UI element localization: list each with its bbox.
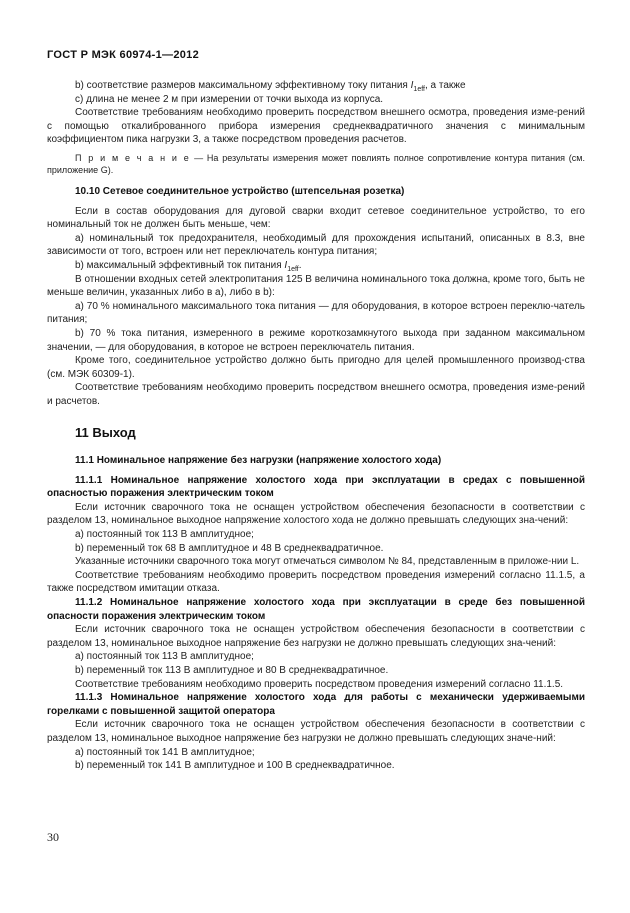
current-subscript: 1eff bbox=[413, 86, 425, 93]
list-item-dc-141: a) постоянный ток 141 В амплитудное; bbox=[75, 746, 255, 758]
compliance-11-1-2: Соответствие требованиям необходимо проверить посредством проведения измерений согласно 11.1.5. bbox=[75, 678, 564, 690]
current-subscript: 1eff bbox=[287, 265, 299, 273]
page-number: 30 bbox=[47, 830, 59, 844]
list-item-ac-113-80: b) переменный ток 113 В амплитудное и 80 В среднеквадратичное. bbox=[75, 664, 389, 676]
note-paragraph bbox=[47, 152, 585, 177]
list-item-dc-113: a) постоянный ток 113 В амплитудное; bbox=[75, 529, 254, 541]
list-item-dc-113-b: a) постоянный ток 113 В амплитудное; bbox=[75, 651, 254, 663]
list-item-ac-141-100: b) переменный ток 141 В амплитудное и 100 В среднеквадратичное. bbox=[75, 760, 395, 772]
paragraph-125v: В отношении входных сетей электропитания 125 В величина номинального тока должна, кроме того, быть не меньше величин, указанных либо в a), либо в b): bbox=[47, 273, 585, 299]
heading-11-1-1: 11.1.1 Номинальное напряжение холостого хода при эксплуатации в средах с повышенной опасностью поражения электрическим током bbox=[47, 474, 585, 500]
current-symbol: I bbox=[284, 259, 288, 271]
list-item-a-fuse: a) номинальный ток предохранителя, необходимый для прохождения испытаний, описанных в 8.3, вне зависимости от того, встроен или нет переключатель контура питания; bbox=[47, 232, 585, 258]
paragraph-11-1-3: Если источник сварочного тока не оснащен устройством обеспечения безопасности в соответствии с разделом 13, номинальное выходное напряжение без нагрузки не должно превышать следующих значе-ний: bbox=[47, 719, 585, 744]
list-item-c-length: c) длина не менее 2 м при измерении от точки выхода из корпуса. bbox=[75, 93, 384, 105]
standard-header: ГОСТ Р МЭК 60974-1—2012 bbox=[47, 49, 199, 61]
item-text-end: , а также bbox=[424, 80, 466, 91]
heading-10-10: 10.10 Сетевое соединительное устройство (штепсельная розетка) bbox=[75, 185, 405, 197]
page-content bbox=[47, 79, 585, 773]
heading-11-1: 11.1 Номинальное напряжение без нагрузки (напряжение холостого хода) bbox=[75, 455, 442, 467]
item-text: b) максимальный эффективный ток питания bbox=[75, 259, 285, 271]
list-item-ac-68-48: b) переменный ток 68 В амплитудное и 48 В среднеквадратичное. bbox=[75, 542, 384, 554]
section-11-title: 11 Выход bbox=[75, 425, 136, 441]
compliance-paragraph: Соответствие требованиям необходимо проверить посредством внешнего осмотра, проведения изме-рений с помощью откалиброванного прибора измерения среднеквадратичного значения с минимальным коэффициентом пика нагрузки 3, а также посредством проведения расчетов. bbox=[47, 107, 585, 146]
list-item-b-70pct: b) 70 % тока питания, измеренного в режиме короткозамкнутого выхода при заданном максимальном значении, — для оборудования, в которое не встроен переключатель питания. bbox=[47, 327, 585, 353]
list-item-a-70pct: a) 70 % номинального максимального тока питания — для оборудования, в которое встроен переклю-чатель питания; bbox=[47, 300, 585, 326]
heading-11-1-2: 11.1.2 Номинальное напряжение холостого хода при эксплуатации в среде без повышенной опасности поражения электрическим током bbox=[47, 597, 585, 622]
paragraph-symbol-84: Указанные источники сварочного тока могут отмечаться символом № 84, представленным в приложе-нии L. bbox=[75, 556, 580, 568]
item-text: b) соответствие размеров максимальному эффективному току питания bbox=[75, 80, 411, 91]
item-text-end: . bbox=[298, 259, 302, 271]
compliance-paragraph-10-10: Соответствие требованиям необходимо проверить посредством внешнего осмотра, проведения изме-рений и расчетов. bbox=[47, 382, 585, 407]
paragraph-11-1-2: Если источник сварочного тока не оснащен устройством обеспечения безопасности в соответствии с разделом 13, номинальное выходное напряжение без нагрузки не должно превышать следующих зна-чений: bbox=[47, 624, 585, 649]
list-item-b-current-size bbox=[47, 79, 585, 93]
note-text: — На результаты измерения может повлиять полное сопротивление контура питания (см. приложение G). bbox=[47, 152, 585, 176]
heading-11-1-3: 11.1.3 Номинальное напряжение холостого хода для работы с механически удерживаемыми горелками с повышенной защитой оператора bbox=[47, 692, 585, 717]
paragraph-industrial: Кроме того, соединительное устройство должно быть пригодно для целей промышленного производ-ства (см. МЭК 60309-1). bbox=[47, 355, 585, 380]
compliance-11-1-1: Соответствие требованиям необходимо проверить посредством проведения измерений согласно 11.1.5, а также посредством имитации отказа. bbox=[47, 569, 585, 595]
paragraph-intro-10-10: Если в состав оборудования для дуговой сварки входит сетевое соединительное устройство, то его номинальный ток не должен быть меньше, чем: bbox=[47, 205, 585, 231]
paragraph-11-1-1: Если источник сварочного тока не оснащен устройством обеспечения безопасности в соответствии с разделом 13, номинальное выходное напряжение холостого хода не должно превышать следующих зна-чений: bbox=[47, 501, 585, 527]
note-label: П р и м е ч а н и е bbox=[75, 152, 191, 163]
current-symbol: I bbox=[410, 80, 414, 91]
list-item-b-max-current bbox=[47, 259, 585, 273]
